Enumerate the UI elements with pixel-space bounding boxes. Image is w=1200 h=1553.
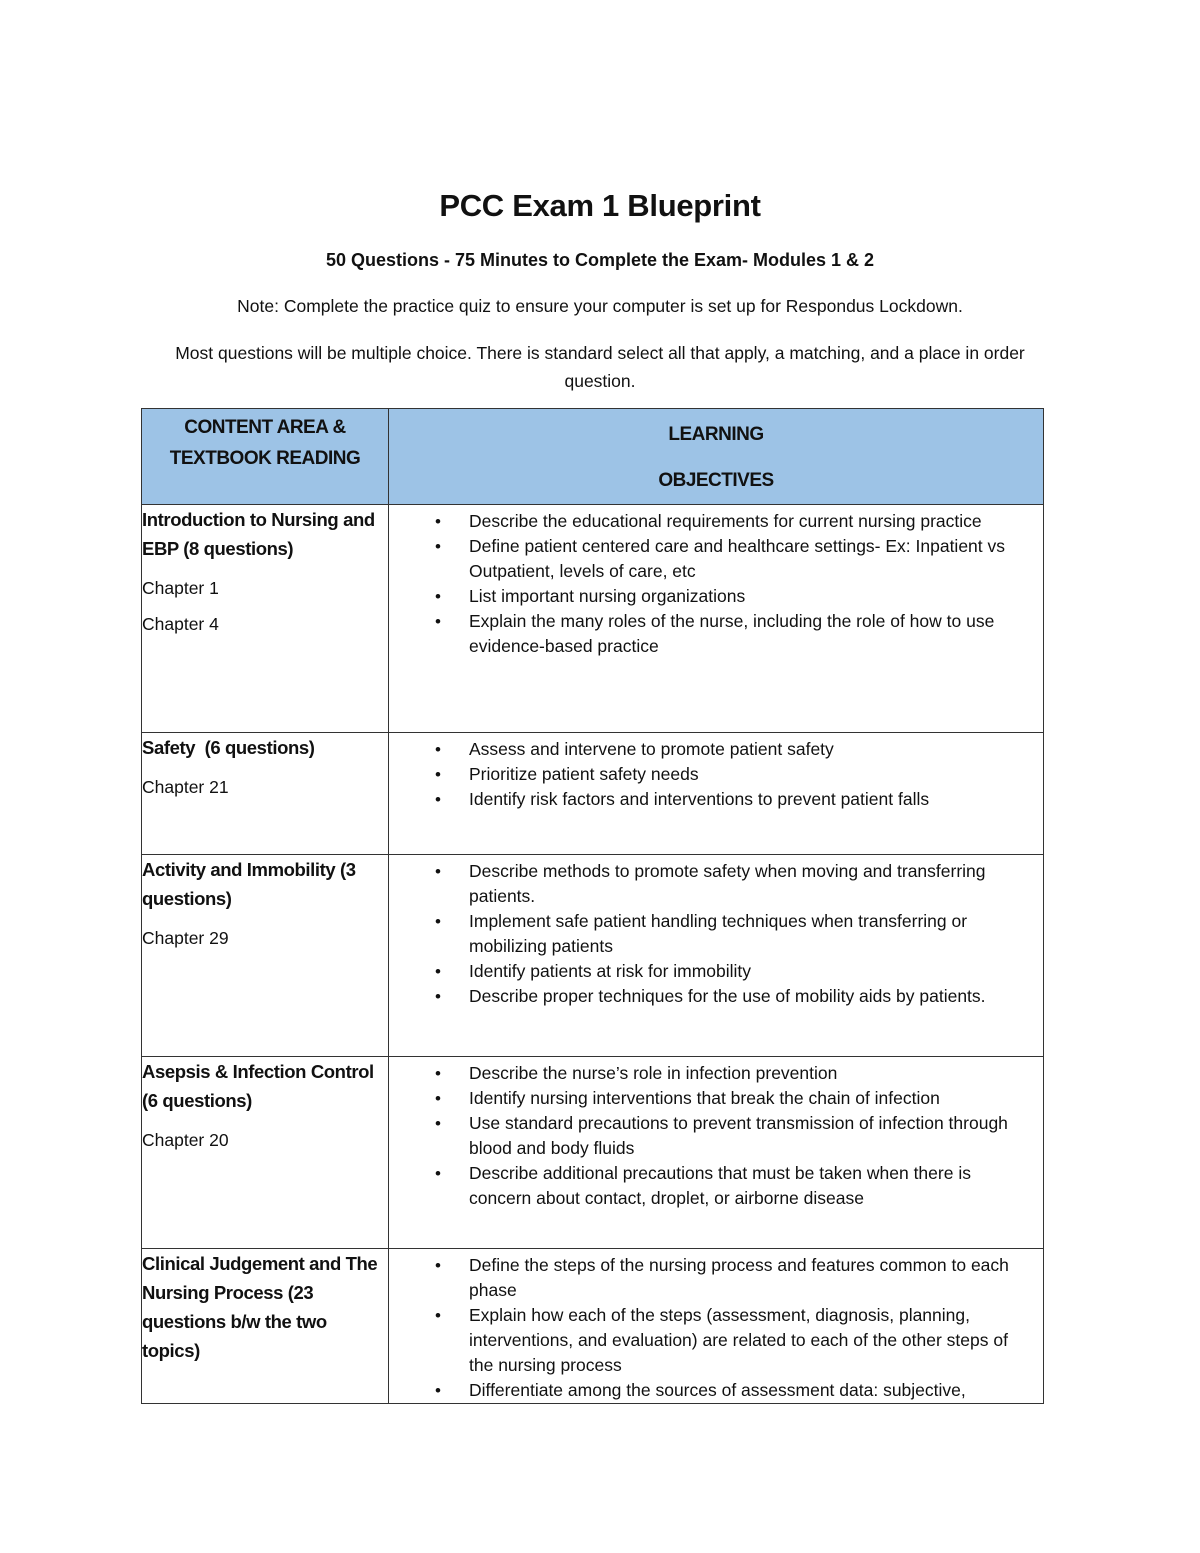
objective-item: • Use standard precautions to prevent transmission of infection through blood and body fluids xyxy=(435,1113,1008,1158)
table-row xyxy=(142,505,1044,733)
bullet-icon: • xyxy=(435,1164,441,1183)
content-area-cell xyxy=(142,855,389,1057)
bullet-icon: • xyxy=(435,1064,441,1083)
content-area-cell xyxy=(142,1057,389,1249)
bullet-icon: • xyxy=(435,962,441,981)
chapter-label: Chapter 21 xyxy=(142,777,229,797)
objective-item: • Identify risk factors and interventions to prevent patient falls xyxy=(389,787,1025,812)
chapter-label: Chapter 1 xyxy=(142,578,219,598)
chapter-label: Chapter 29 xyxy=(142,928,229,948)
content-area-cell xyxy=(142,505,389,733)
bullet-icon: • xyxy=(435,1381,441,1400)
bullet-icon: • xyxy=(435,1114,441,1133)
objectives-list xyxy=(389,733,1043,812)
bullet-icon: • xyxy=(435,740,441,759)
bullet-icon: • xyxy=(435,987,441,1006)
bullet-icon: • xyxy=(435,912,441,931)
objective-item: • Explain how each of the steps (assessment, diagnosis, planning, interventions, and evaluation) are related to each of the other steps of the nursing process xyxy=(435,1305,1008,1375)
bullet-icon: • xyxy=(435,587,441,606)
bullet-icon: • xyxy=(435,512,441,531)
learning-objectives-header xyxy=(389,409,1044,505)
objective-item: • Assess and intervene to promote patient safety xyxy=(389,737,1025,762)
content-area-header-line2: TEXTBOOK READING xyxy=(169,448,361,469)
content-area-cell xyxy=(142,733,389,855)
chapter-label: Chapter 4 xyxy=(142,614,219,634)
bullet-icon: • xyxy=(435,790,441,809)
topic-title: Asepsis & Infection Control (6 questions) xyxy=(142,1061,374,1111)
content-area-header xyxy=(142,409,389,505)
objective-item: • Describe the educational requirements for current nursing practice xyxy=(389,509,1025,534)
content-area-header-line1: CONTENT AREA & xyxy=(184,417,346,438)
lockdown-note: Note: Complete the practice quiz to ensure your computer is set up for Respondus Lockdown. xyxy=(237,296,963,316)
bullet-icon: • xyxy=(435,612,441,631)
topic-title: Introduction to Nursing and EBP (8 questions) xyxy=(142,509,375,559)
table-row xyxy=(142,1057,1044,1249)
topic-title: Clinical Judgement and The Nursing Process (23 questions b/w the two topics) xyxy=(142,1253,378,1361)
objective-item: • Describe proper techniques for the use of mobility aids by patients. xyxy=(389,984,1025,1009)
objectives-list xyxy=(389,1249,1043,1403)
objectives-cell xyxy=(389,1057,1044,1249)
exam-subtitle: 50 Questions - 75 Minutes to Complete the Exam- Modules 1 & 2 xyxy=(325,250,875,270)
objective-item: • Prioritize patient safety needs xyxy=(389,762,1025,787)
page-title: PCC Exam 1 Blueprint xyxy=(439,188,761,223)
objectives-cell xyxy=(389,505,1044,733)
objective-item: • Implement safe patient handling techniques when transferring or mobilizing patients xyxy=(435,911,968,956)
table-row xyxy=(142,855,1044,1057)
content-area-cell xyxy=(142,1249,389,1404)
bullet-icon: • xyxy=(435,1256,441,1275)
objective-item: • Identify patients at risk for immobility xyxy=(389,959,1025,984)
topic-title: Activity and Immobility (3 questions) xyxy=(142,859,356,909)
learning-objectives-header-line1: LEARNING xyxy=(668,424,764,445)
bullet-icon: • xyxy=(435,1306,441,1325)
objective-item: • Identify nursing interventions that break the chain of infection xyxy=(389,1086,1025,1111)
objective-item: • Explain the many roles of the nurse, including the role of how to use evidence-based practice xyxy=(435,611,995,656)
table-row xyxy=(142,1249,1044,1404)
objective-item: • Describe methods to promote safety when moving and transferring patients. xyxy=(435,861,986,906)
topic-title: Safety (6 questions) xyxy=(142,737,315,758)
objectives-cell xyxy=(389,855,1044,1057)
bullet-icon: • xyxy=(435,1089,441,1108)
blueprint-table xyxy=(141,408,1044,1404)
objectives-list xyxy=(389,505,1043,659)
objectives-list xyxy=(389,855,1043,1009)
table-row xyxy=(142,733,1044,855)
bullet-icon: • xyxy=(435,537,441,556)
objective-item: • Differentiate among the sources of assessment data: subjective, xyxy=(389,1378,1025,1403)
objective-item: • List important nursing organizations xyxy=(389,584,1025,609)
bullet-icon: • xyxy=(435,862,441,881)
objectives-cell xyxy=(389,1249,1044,1404)
objective-item: • Describe additional precautions that must be taken when there is concern about contact, droplet, or airborne disease xyxy=(435,1163,971,1208)
objectives-cell xyxy=(389,733,1044,855)
objective-item: • Define patient centered care and healthcare settings- Ex: Inpatient vs Outpatient, levels of care, etc xyxy=(435,536,1006,581)
learning-objectives-header-line2: OBJECTIVES xyxy=(658,470,774,491)
objectives-list xyxy=(389,1057,1043,1211)
objective-item: • Define the steps of the nursing process and features common to each phase xyxy=(435,1255,1009,1300)
chapter-label: Chapter 20 xyxy=(142,1130,229,1150)
question-types-description: Most questions will be multiple choice. There is standard select all that apply, a matching, and a place in order question. xyxy=(175,343,1025,391)
bullet-icon: • xyxy=(435,765,441,784)
objective-item: • Describe the nurse’s role in infection prevention xyxy=(389,1061,1025,1086)
